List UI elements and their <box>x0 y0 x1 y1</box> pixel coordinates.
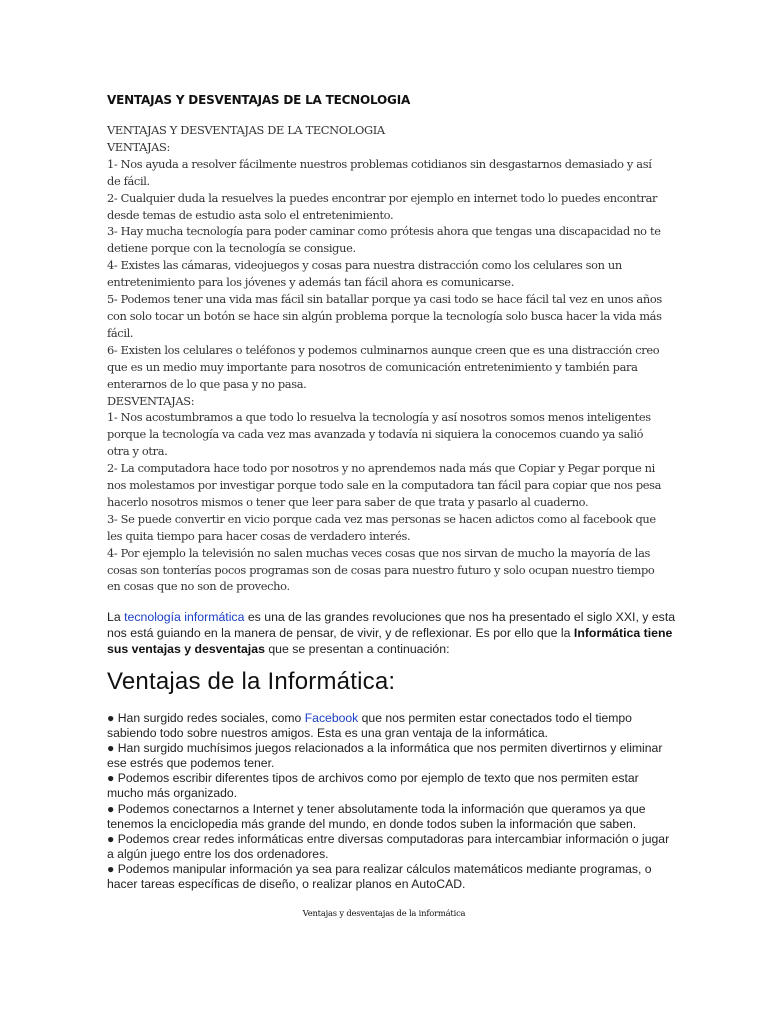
desventaja-item: 4- Por ejemplo la televisión no salen muchas veces cosas que nos sirvan de mucho la mayoría de las cosas son tonterías pocos programas son de cosas para nuestro futuro y solo ocupan nuestro tiempo en cosas que no son de provecho. <box>107 545 655 594</box>
desventajas-label: DESVENTAJAS: <box>107 393 195 408</box>
ventaja-item: 1- Nos ayuda a resolver fácilmente nuestros problemas cotidianos sin desgastarnos demasiado y así de fácil. <box>107 156 652 188</box>
bullet-text-post: que nos permiten estar conectados todo el tiempo sabiendo todo sobre nuestros amigos. Esta es una gran ventaja de la informática. <box>107 711 632 741</box>
bullet-item: ● Han surgido muchísimos juegos relacionados a la informática que nos permiten divertirnos y eliminar ese estrés que podemos tener. <box>107 741 663 771</box>
ventaja-item: 4- Existes las cámaras, videojuegos y cosas para nuestra distracción como los celulares son un entretenimiento para los jóvenes y además tan fácil ahora es comunicarse. <box>107 258 622 290</box>
intro-text-mid: es una de las grandes revoluciones que nos ha presentado el siglo XXI, y esta nos está guiando en la manera de pensar, de vivir, y de reflexionar. Es por ello que la <box>107 610 676 640</box>
desventaja-item: 2- La computadora hace todo por nosotros y no aprendemos nada más que Copiar y Pegar porque ni nos molestamos por investigar porque todo sale en la computadora tan fácil para copiar que nos pesa hacerlo nosotros mismos o tener que leer para saber de que trata y pasarlo al cuaderno. <box>107 461 662 509</box>
ventajas-label: VENTAJAS: <box>107 139 170 154</box>
intro-text-post: que se presentan a continuación: <box>264 641 450 656</box>
informatica-heading: Ventajas de la Informática: <box>107 668 396 695</box>
bullet-item <box>107 711 677 741</box>
block-title: VENTAJAS Y DESVENTAJAS DE LA TECNOLOGIA <box>107 123 385 137</box>
serif-text-block <box>107 122 667 595</box>
page-caption: Ventajas y desventajas de la informática <box>302 908 466 918</box>
desventaja-item: 3- Se puede convertir en vicio porque cada vez mas personas se hacen adictos como al facebook que les quita tiempo para hacer cosas de verdadero interés. <box>107 511 656 543</box>
document-heading: VENTAJAS Y DESVENTAJAS DE LA TECNOLOGIA <box>107 93 411 107</box>
bullet-item: ● Podemos crear redes informáticas entre diversas computadoras para intercambiar información o jugar a algún juego entre los dos ordenadores. <box>107 831 670 861</box>
facebook-link[interactable]: Facebook <box>304 711 359 725</box>
ventaja-item: 5- Podemos tener una vida mas fácil sin batallar porque ya casi todo se hace fácil tal vez en unos años con solo tocar un botón se hace sin algún problema porque la tecnología solo busca hacer la vida más fácil. <box>107 292 662 340</box>
ventaja-item: 3- Hay mucha tecnología para poder caminar como prótesis ahora que tengas una discapacidad no te detiene porque con la tecnología se consigue. <box>107 224 661 256</box>
informatica-bullet-list <box>107 711 677 892</box>
intro-text-pre: La <box>107 610 125 624</box>
intro-paragraph <box>107 610 677 657</box>
ventaja-item: 6- Existen los celulares o teléfonos y podemos culminarnos aunque creen que es una distracción creo que es un medio muy importante para nosotros de comunicación entretenimiento y también para enterarnos de lo que pasa y no pasa. <box>107 342 660 391</box>
ventaja-item: 2- Cualquier duda la resuelves la puedes encontrar por ejemplo en internet todo lo puedes encontrar desde temas de estudio asta solo el entretenimiento. <box>107 190 658 222</box>
bullet-text-pre: ● Han surgido redes sociales, como <box>107 711 305 725</box>
bullet-item: ● Podemos manipular información ya sea para realizar cálculos matemáticos mediante programas, o hacer tareas específicas de diseño, o realizar planos en AutoCAD. <box>107 861 652 892</box>
tecnologia-informatica-link[interactable]: tecnología informática <box>124 610 245 624</box>
desventaja-item: 1- Nos acostumbramos a que todo lo resuelva la tecnología y así nosotros somos menos inteligentes porque la tecnología va cada vez mas avanzada y todavía ni siquiera la conocemos cuando ya salió otra y otra. <box>107 410 651 459</box>
bullet-item: ● Podemos escribir diferentes tipos de archivos como por ejemplo de texto que nos permiten estar mucho más organizado. <box>107 771 639 801</box>
intro-bold-text: Informática tiene sus ventajas y desventajas <box>107 625 673 656</box>
bullet-item: ● Podemos conectarnos a Internet y tener absolutamente toda la información que queramos ya que tenemos la enciclopedia más grande del mundo, en donde todos suben la información que saben. <box>107 801 646 831</box>
